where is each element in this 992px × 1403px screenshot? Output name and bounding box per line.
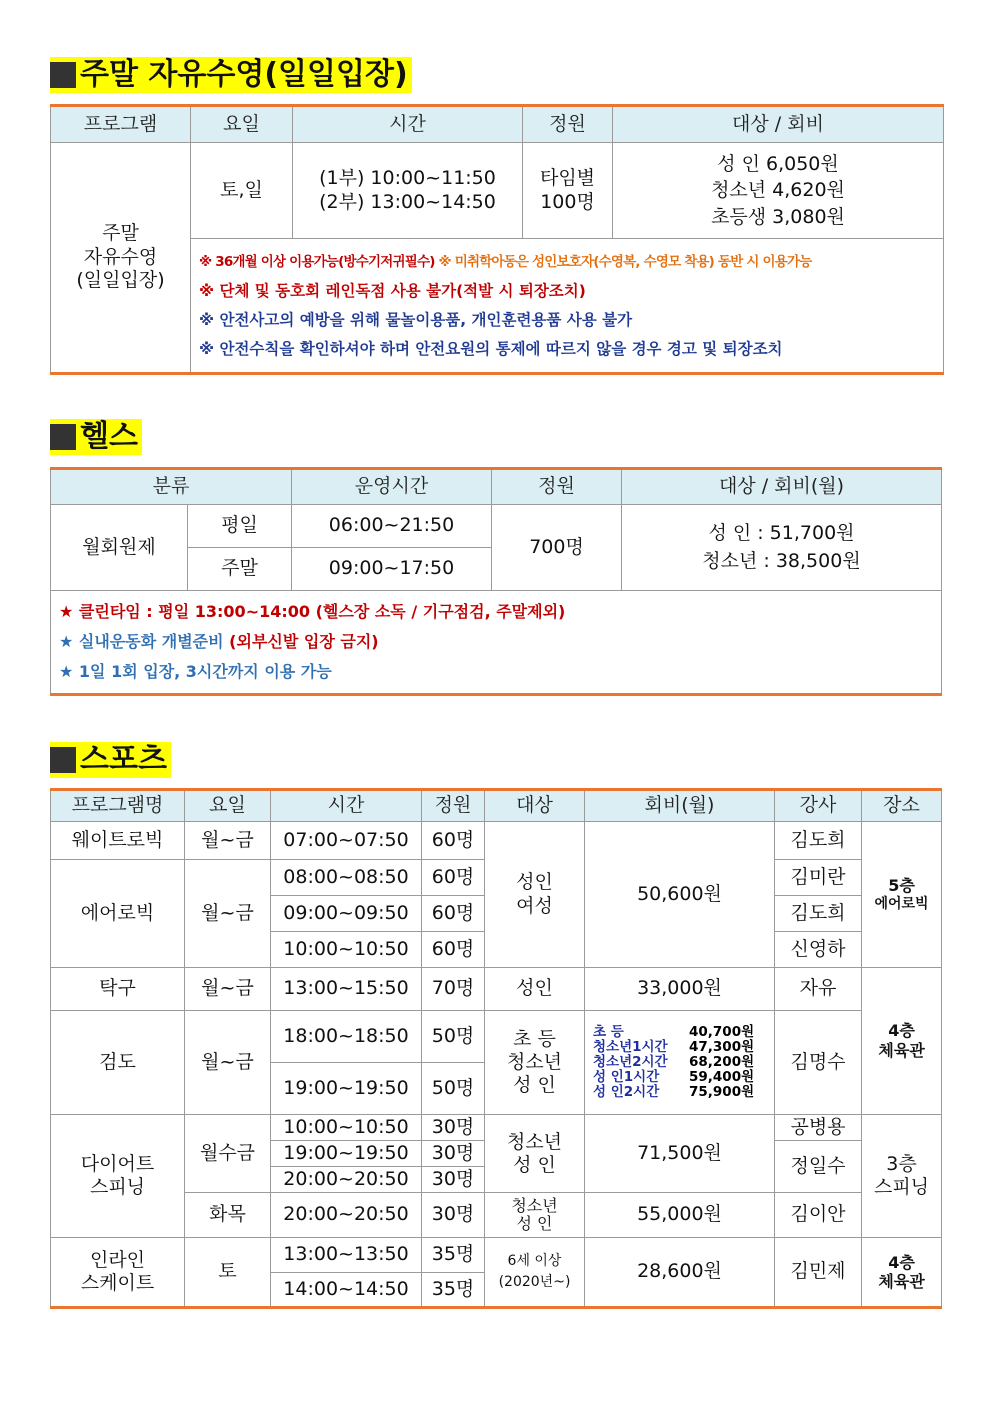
note-line: ★ 1일 1회 입장, 3시간까지 이용 가능: [59, 662, 332, 681]
fee-value: 59,400원: [689, 1069, 755, 1085]
note-text: (외부신발 입장 금지): [229, 632, 379, 651]
fee-label: 성 인1시간: [593, 1069, 660, 1085]
instructor-cell: 김민제: [775, 1238, 862, 1308]
time-cell: 09:00~09:50: [271, 896, 422, 932]
capacity-cell: 700명: [492, 505, 622, 591]
fee-row: [593, 1025, 766, 1040]
fee-cell: 50,600원: [585, 822, 775, 968]
time-cell: 10:00~10:50: [271, 932, 422, 968]
time-cell: 20:00~20:50: [271, 1193, 422, 1238]
program-line: 다이어트: [80, 1153, 155, 1176]
target-cell: [485, 1193, 585, 1238]
fee-cell: 71,500원: [585, 1115, 775, 1193]
time-cell: 18:00~18:50: [271, 1011, 422, 1063]
weekday-cell: 평일: [188, 505, 292, 548]
notes-cell: [191, 239, 944, 374]
weekend-cell: 주말: [188, 548, 292, 591]
target-line: 성인: [516, 870, 553, 893]
note-text: ※ 36개월 이상 이용가능(방수기저귀필수): [199, 253, 435, 270]
fee-line: 청소년 : 38,500원: [702, 549, 861, 572]
program-name-cell: [51, 143, 191, 374]
target-cell: [485, 1115, 585, 1193]
place-line: 체육관: [878, 1041, 925, 1060]
days-cell: 화목: [185, 1193, 271, 1238]
target-line: 6세 이상: [507, 1253, 562, 1269]
target-line: 청소년: [506, 1130, 563, 1153]
note-line: ※ 단체 및 동호회 레인독점 사용 불가(적발 시 퇴장조치): [199, 281, 586, 300]
target-cell: [485, 1238, 585, 1308]
col-header: 대상: [485, 790, 585, 822]
instructor-cell: 김이안: [775, 1193, 862, 1238]
time-line: (1부) 10:00~11:50: [319, 166, 496, 189]
fee-list-cell: [585, 1011, 775, 1115]
capacity-cell: 30명: [422, 1193, 485, 1238]
place-line: 에어로빅: [874, 895, 929, 912]
fee-cell: 33,000원: [585, 968, 775, 1011]
col-header: 정원: [422, 790, 485, 822]
fee-value: 40,700원: [689, 1024, 755, 1040]
days-cell: 월~금: [185, 822, 271, 860]
target-line: 청소년: [511, 1195, 558, 1215]
section-title-sports: [50, 742, 171, 778]
place-cell: [862, 1115, 942, 1238]
target-line: (2020년~): [498, 1274, 571, 1290]
capacity-cell: 30명: [422, 1141, 485, 1167]
fee-cell: [622, 505, 942, 591]
col-header: 대상 / 회비: [613, 106, 944, 143]
col-header: 강사: [775, 790, 862, 822]
square-bullet-icon: [50, 424, 76, 450]
program-line: 스케이트: [80, 1272, 155, 1294]
capacity-cell: 30명: [422, 1115, 485, 1141]
col-header: 분류: [51, 469, 292, 505]
col-header: 시간: [271, 790, 422, 822]
note-text: ★ 실내운동화 개별준비: [59, 632, 230, 651]
times-cell: [293, 143, 523, 239]
target-cell: [485, 1011, 585, 1115]
note-line: ★ 클린타임 : 평일 13:00~14:00 (헬스장 소독 / 기구점검, 주말제외): [59, 602, 566, 621]
capacity-cell: 60명: [422, 932, 485, 968]
fee-value: 68,200원: [689, 1054, 755, 1070]
instructor-cell: 자유: [775, 968, 862, 1011]
fee-row: [593, 1085, 766, 1100]
instructor-cell: 김명수: [775, 1011, 862, 1115]
program-line: 스피닝: [89, 1176, 146, 1198]
col-header: 정원: [492, 469, 622, 505]
capacity-line: 100명: [540, 190, 595, 213]
fee-line: 청소년 4,620원: [711, 179, 845, 202]
days-cell: 월수금: [185, 1115, 271, 1193]
days-cell: 월~금: [185, 968, 271, 1011]
program-line: 인라인: [89, 1249, 146, 1272]
place-cell: [862, 1238, 942, 1308]
fee-line: 초등생 3,080원: [711, 205, 845, 228]
time-line: (2부) 13:00~14:50: [319, 190, 496, 213]
target-line: 성 인: [513, 1153, 556, 1176]
fee-value: 75,900원: [689, 1084, 755, 1100]
fee-label: 초 등: [593, 1024, 624, 1040]
col-header: 요일: [185, 790, 271, 822]
col-header: 회비(월): [585, 790, 775, 822]
capacity-cell: 50명: [422, 1011, 485, 1063]
capacity-cell: 60명: [422, 896, 485, 932]
col-header: 정원: [523, 106, 613, 143]
time-cell: 08:00~08:50: [271, 860, 422, 896]
sports-table: [50, 788, 942, 1309]
fee-row: [593, 1070, 766, 1085]
days-cell: 월~금: [185, 860, 271, 968]
capacity-cell: 35명: [422, 1238, 485, 1273]
fee-line: 성 인 : 51,700원: [708, 521, 855, 544]
program-name-cell: 에어로빅: [51, 860, 185, 968]
program-name-cell: [51, 1238, 185, 1308]
section-title-text: 헬스: [80, 419, 138, 454]
program-name-cell: 탁구: [51, 968, 185, 1011]
target-line: 여성: [516, 894, 553, 917]
target-line: 성 인: [516, 1214, 553, 1233]
time-cell: 20:00~20:50: [271, 1167, 422, 1193]
target-line: 초 등: [513, 1028, 556, 1051]
category-cell: 월회원제: [51, 505, 188, 591]
fee-label: 성 인2시간: [593, 1084, 660, 1100]
fee-line: 성 인 6,050원: [717, 152, 839, 175]
instructor-cell: 공병용: [775, 1115, 862, 1141]
weekend-time-cell: 09:00~17:50: [292, 548, 492, 591]
place-cell: [862, 968, 942, 1115]
instructor-cell: 정일수: [775, 1141, 862, 1193]
note-line: [59, 627, 933, 657]
days-cell: 토: [185, 1238, 271, 1308]
place-line: 4층: [888, 1252, 915, 1272]
program-line: 주말: [102, 221, 139, 244]
program-line: (일일입장): [76, 269, 165, 292]
place-line: 4층: [888, 1021, 915, 1040]
target-cell: 성인: [485, 968, 585, 1011]
instructor-cell: 신영하: [775, 932, 862, 968]
capacity-cell: 35명: [422, 1273, 485, 1308]
weekday-time-cell: 06:00~21:50: [292, 505, 492, 548]
section-title-weekend-swim: [50, 57, 412, 93]
capacity-cell: [523, 143, 613, 239]
col-header: 요일: [191, 106, 293, 143]
capacity-cell: 30명: [422, 1167, 485, 1193]
fee-value: 47,300원: [689, 1039, 755, 1055]
place-line: 5층: [888, 875, 915, 895]
days-cell: 월~금: [185, 1011, 271, 1115]
capacity-cell: 60명: [422, 822, 485, 860]
time-cell: 07:00~07:50: [271, 822, 422, 860]
time-cell: 19:00~19:50: [271, 1141, 422, 1167]
instructor-cell: 김미란: [775, 860, 862, 896]
health-table: [50, 467, 942, 696]
capacity-cell: 60명: [422, 860, 485, 896]
section-title-text: 주말 자유수영(일일입장): [80, 57, 408, 92]
fee-cell: 28,600원: [585, 1238, 775, 1308]
square-bullet-icon: [50, 747, 76, 773]
section-title-text: 스포츠: [80, 742, 167, 777]
weekend-swim-table: [50, 104, 944, 375]
place-line: 체육관: [878, 1272, 925, 1291]
fee-row: [593, 1055, 766, 1070]
fee-cell: [613, 143, 944, 239]
target-line: 성 인: [513, 1073, 556, 1096]
col-header: 프로그램명: [51, 790, 185, 822]
instructor-cell: 김도희: [775, 822, 862, 860]
fee-label: 청소년1시간: [593, 1039, 668, 1055]
time-cell: 13:00~13:50: [271, 1238, 422, 1273]
fee-row: [593, 1040, 766, 1055]
col-header: 대상 / 회비(월): [622, 469, 942, 505]
fee-cell: 55,000원: [585, 1193, 775, 1238]
target-line: 청소년: [506, 1051, 563, 1074]
target-cell: [485, 822, 585, 968]
col-header: 운영시간: [292, 469, 492, 505]
square-bullet-icon: [50, 62, 76, 88]
instructor-cell: 김도희: [775, 896, 862, 932]
days-cell: 토,일: [191, 143, 293, 239]
program-line: 자유수영: [83, 245, 158, 268]
time-cell: 19:00~19:50: [271, 1063, 422, 1115]
time-cell: 10:00~10:50: [271, 1115, 422, 1141]
program-name-cell: 웨이트로빅: [51, 822, 185, 860]
place-line: 스피닝: [873, 1176, 930, 1198]
note-line: ※ 안전수칙을 확인하셔야 하며 안전요원의 통제에 따르지 않을 경우 경고 및 퇴장조치: [199, 339, 783, 358]
notes-cell: [51, 591, 942, 695]
time-cell: 13:00~15:50: [271, 968, 422, 1011]
time-cell: 14:00~14:50: [271, 1273, 422, 1308]
capacity-line: 타임별: [539, 166, 596, 189]
section-title-health: [50, 419, 142, 455]
capacity-cell: 50명: [422, 1063, 485, 1115]
program-name-cell: [51, 1115, 185, 1238]
note-line: ※ 안전사고의 예방을 위해 물놀이용품, 개인훈련용품 사용 불가: [199, 310, 633, 329]
place-cell: [862, 822, 942, 968]
capacity-cell: 70명: [422, 968, 485, 1011]
place-line: 3층: [886, 1153, 917, 1176]
fee-label: 청소년2시간: [593, 1054, 668, 1070]
note-text: ※ 미취학아동은 성인보호자(수영복, 수영모 착용) 동반 시 이용가능: [438, 253, 812, 270]
col-header: 장소: [862, 790, 942, 822]
note-line: [199, 248, 935, 277]
col-header: 시간: [293, 106, 523, 143]
program-name-cell: 검도: [51, 1011, 185, 1115]
col-header: 프로그램: [51, 106, 191, 143]
